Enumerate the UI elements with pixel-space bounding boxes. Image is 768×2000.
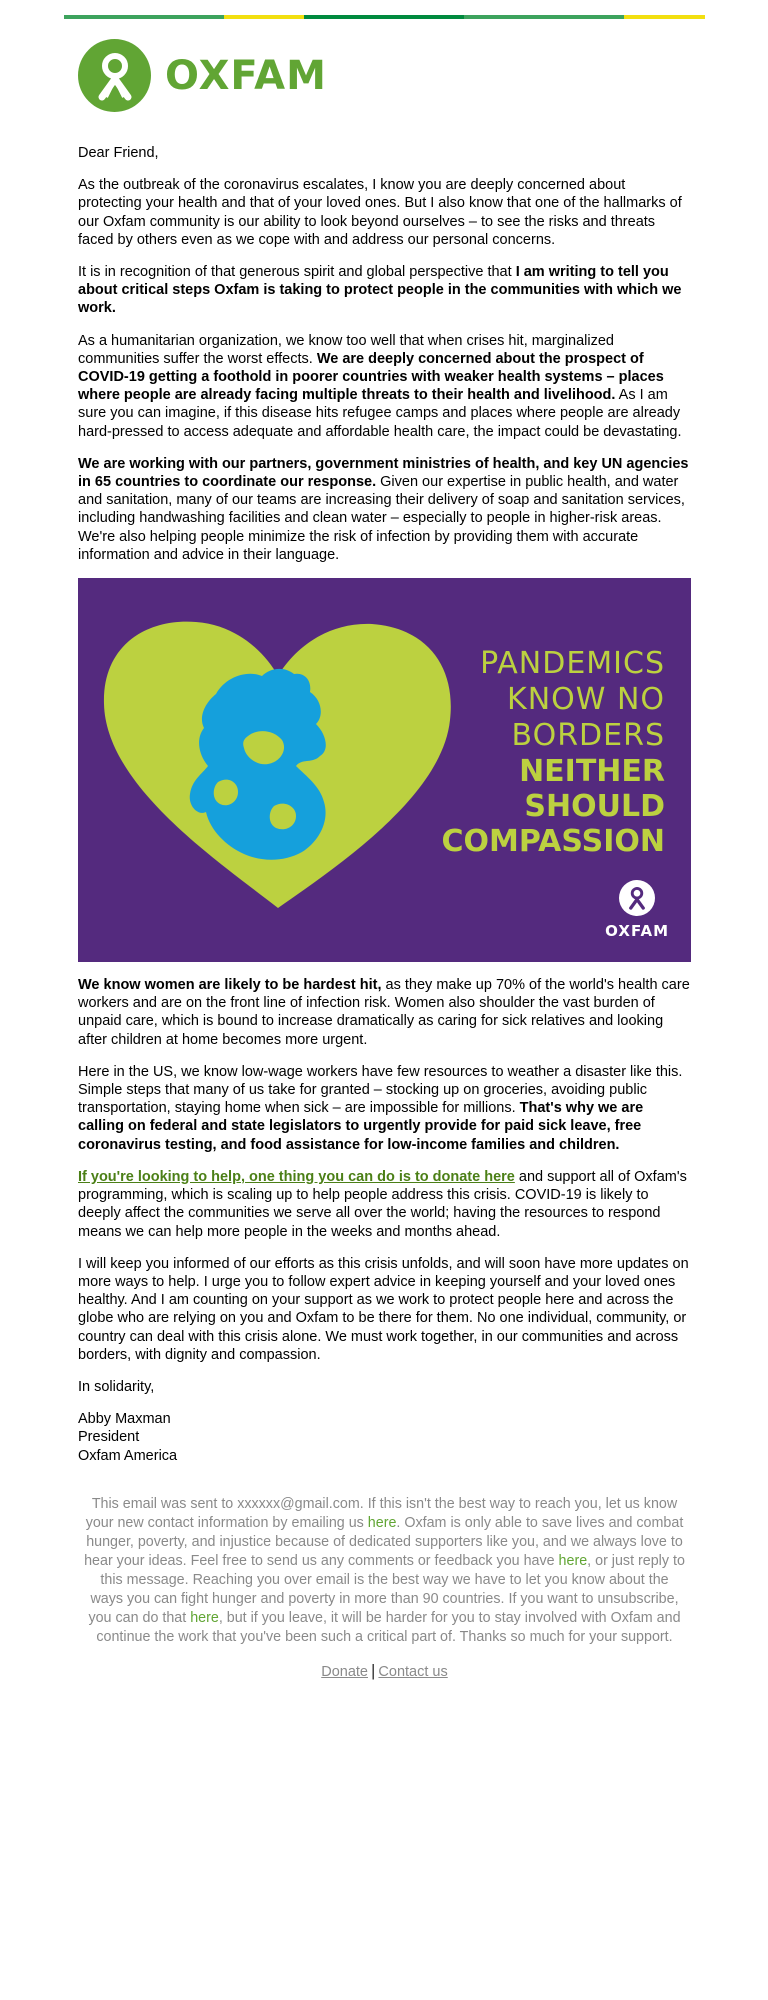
- greeting: Dear Friend,: [78, 145, 159, 161]
- paragraph-partners-text: Given our expertise in public health, and water and sanitation, many of our teams are increasing their delivery of soap and sanitation services, including handwashing facilities and clean water – especially to people in higher-risk areas. We're also helping people minimize the risk of infection by providing them with accurate information and advice in their language.: [78, 474, 685, 563]
- banner-line-6: COMPASSION: [441, 824, 665, 860]
- banner-oxfam-wordmark: OXFAM: [605, 921, 669, 940]
- banner-line-3: BORDERS: [511, 718, 665, 754]
- paragraph-donate: [78, 1168, 691, 1241]
- email-footer: [64, 1495, 705, 1647]
- heart-globe-icon: [98, 616, 458, 916]
- paragraph-humanitarian-text-a: As a humanitarian organization, we know too well that when crises hit, marginalized communities suffer the worst effects.: [78, 332, 614, 367]
- paragraph-us-workers-bold: That's why we are calling on federal and state legislators to urgently provide for paid sick leave, free coronavirus testing, and food assistance for low-income families and children.: [78, 1100, 644, 1153]
- banner-line-2: KNOW NO: [507, 682, 665, 718]
- paragraph-humanitarian: [78, 332, 691, 441]
- oxfam-logo-wordmark: OXFAM: [165, 52, 327, 99]
- signature-title: President: [78, 1429, 140, 1446]
- paragraph-humanitarian-bold: We are deeply concerned about the prospect of COVID-19 getting a foothold in poorer countries with weaker health systems – places where people are already facing multiple threats to their health and livelihood.: [78, 350, 664, 404]
- pandemics-banner-image[interactable]: [78, 578, 691, 962]
- letter-body: [64, 144, 705, 1465]
- signature-name: Abby Maxman: [78, 1411, 171, 1428]
- footer-here-link-contact[interactable]: here: [367, 1514, 397, 1531]
- footer-text-3: , or just reply to this message. Reaching you over email is the best way we have to let you know about the ways you can fight hunger and poverty in more than 90 countries. If you want to unsubscribe, you can do that: [88, 1552, 685, 1626]
- email-header: [64, 19, 705, 144]
- paragraph-partners: [78, 455, 691, 564]
- paragraph-women-bold: We know women are likely to be hardest hit,: [78, 977, 382, 994]
- signature-block: [78, 1410, 691, 1465]
- paragraph-women: [78, 976, 691, 1049]
- footer-here-link-unsubscribe[interactable]: here: [190, 1609, 219, 1626]
- paragraph-donate-text: and support all of Oxfam's programming, which is scaling up to help people address this crisis. COVID-19 is likely to deeply affect the communities we serve all over the world; having the resources to respond means we can help more people in the weeks and months ahead.: [78, 1168, 687, 1240]
- banner-line-4: NEITHER: [519, 754, 665, 790]
- paragraph-recognition-bold: I am writing to tell you about critical steps Oxfam is taking to protect people in the communities with which we work.: [78, 264, 682, 317]
- banner-headline: [442, 646, 665, 859]
- footer-text-2: . Oxfam is only able to save lives and combat hunger, poverty, and injustice because of dedicated supporters like you, and we always love to hear your ideas. Feel free to send us any comments or feedback you have: [84, 1514, 684, 1569]
- paragraph-us-workers: [78, 1063, 691, 1154]
- paragraph-humanitarian-text-b: As I am sure you can imagine, if this disease hits refugee camps and places where people are already hard-pressed to access adequate and affordable health care, the impact could be devastating.: [78, 387, 682, 440]
- oxfam-logo-icon: [78, 39, 151, 112]
- email-container: [64, 15, 705, 1681]
- banner-line-1: PANDEMICS: [480, 646, 665, 682]
- banner-line-5: SHOULD: [524, 789, 665, 825]
- footer-links: [64, 1661, 705, 1681]
- footer-donate-link[interactable]: Donate: [321, 1663, 368, 1680]
- closing: In solidarity,: [78, 1378, 155, 1395]
- paragraph-intro: As the outbreak of the coronavirus escalates, I know you are deeply concerned about protecting your health and that of your loved ones. But I also know that one of the hallmarks of our Oxfam community is our ability to look beyond ourselves – to see the risks and threats faced by others even as we cope with and address our personal concerns.: [78, 177, 682, 248]
- footer-link-separator: |: [371, 1660, 376, 1680]
- footer-here-link-feedback[interactable]: here: [558, 1552, 588, 1569]
- paragraph-women-text: as they make up 70% of the world's health care workers and are on the front line of infection risk. Women also shoulder the vast burden of unpaid care, which is bound to increase dramatically as caring for sick relatives and looking after children at home becomes more urgent.: [78, 977, 690, 1048]
- oxfam-logo[interactable]: [78, 39, 327, 112]
- donate-here-link[interactable]: If you're looking to help, one thing you can do is to donate here: [78, 1168, 515, 1185]
- footer-text-4: , but if you leave, it will be harder for you to stay involved with Oxfam and continue the work that you've been such a critical part of. Thanks so much for your support.: [96, 1609, 681, 1645]
- footer-text-1: This email was sent to xxxxxx@gmail.com. If this isn't the best way to reach you, let us know your new contact information by emailing us: [85, 1495, 678, 1531]
- paragraph-updates: I will keep you informed of our efforts as this crisis unfolds, and will soon have more updates on more ways to help. I urge you to follow expert advice in keeping yourself and your loved ones healthy. And I am counting on your support as we work to protect people here and across the globe who are relying on you and Oxfam to be there for them. No one individual, community, or country can deal with this crisis alone. We must work together, in our communities and across borders, with dignity and compassion.: [78, 1255, 689, 1363]
- signature-org: Oxfam America: [78, 1447, 178, 1464]
- paragraph-us-workers-text: Here in the US, we know low-wage workers have few resources to weather a disaster like this. Simple steps that many of us take for granted – stocking up on groceries, avoiding public transportation, staying home when sick – are impossible for millions.: [78, 1063, 683, 1117]
- paragraph-recognition-text: It is in recognition of that generous spirit and global perspective that: [78, 264, 516, 281]
- footer-contact-link[interactable]: Contact us: [378, 1663, 448, 1680]
- banner-oxfam-logo-icon: [619, 880, 655, 916]
- banner-oxfam-logo: [605, 880, 669, 940]
- paragraph-partners-bold: We are working with our partners, government ministries of health, and key UN agencies in 65 countries to coordinate our response.: [78, 455, 689, 491]
- paragraph-recognition: [78, 263, 691, 318]
